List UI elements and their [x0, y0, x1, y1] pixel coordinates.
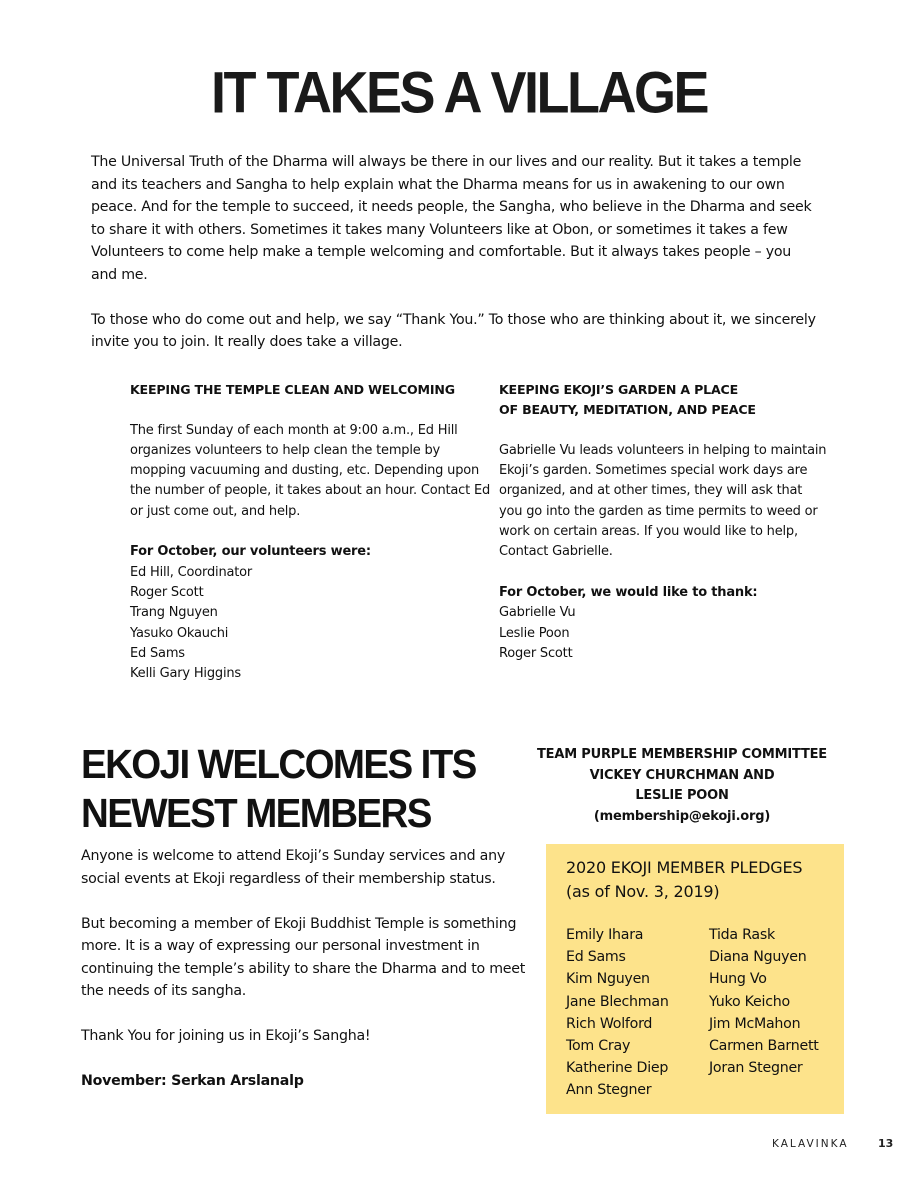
- title-line: (as of Nov. 3, 2019): [566, 882, 720, 901]
- welcome-paragraph: Thank You for joining us in Ekoji’s Sangha!: [81, 1028, 371, 1044]
- list-item: Ed Sams: [566, 949, 626, 966]
- committee-email: (membership@ekoji.org): [593, 808, 771, 824]
- list-item: Ed Hill, Coordinator: [130, 564, 253, 580]
- pledge-columns: [566, 924, 844, 1102]
- list-item: Rich Wolford: [566, 1015, 653, 1032]
- temple-clean-section: [130, 380, 490, 684]
- list-item: Trang Nguyen: [130, 605, 218, 621]
- heading-line: OF BEAUTY, MEDITATION, AND PEACE: [499, 402, 756, 418]
- thanks-list-label: For October, we would like to thank:: [499, 584, 758, 600]
- thanks-list: [499, 603, 829, 664]
- volunteer-list-label: For October, our volunteers were:: [130, 544, 371, 560]
- welcome-title: [81, 740, 521, 839]
- committee-name: TEAM PURPLE MEMBERSHIP COMMITTEE: [537, 747, 827, 762]
- list-item: Joran Stegner: [709, 1060, 803, 1077]
- committee-member: LESLIE POON: [635, 788, 729, 803]
- page-number: 13: [878, 1137, 894, 1150]
- title-line: 2020 EKOJI MEMBER PLEDGES: [566, 858, 803, 877]
- title-line: EKOJI WELCOMES ITS: [81, 742, 476, 788]
- section-heading: [499, 380, 829, 421]
- pledge-list-col1: [566, 924, 709, 1102]
- publication-name: KALAVINKA: [772, 1138, 849, 1150]
- list-item: Jane Blechman: [566, 993, 669, 1010]
- welcome-paragraph: But becoming a member of Ekoji Buddhist Temple is something more. It is a way of expressing our personal investment in continuing the temple’s ability to share the Dharma and to meet the needs of its sangha.: [81, 915, 526, 999]
- list-item: Yuko Keicho: [709, 993, 790, 1010]
- title-line: NEWEST MEMBERS: [81, 791, 431, 837]
- committee-member: VICKEY CHURCHMAN AND: [589, 767, 775, 783]
- list-item: Diana Nguyen: [709, 949, 807, 966]
- list-item: Katherine Diep: [566, 1060, 669, 1077]
- heading-line: KEEPING EKOJI’S GARDEN A PLACE: [499, 382, 738, 397]
- welcome-text: [81, 845, 531, 1115]
- page-title: IT TAKES A VILLAGE: [210, 60, 707, 126]
- list-item: Hung Vo: [709, 971, 767, 988]
- list-item: Carmen Barnett: [709, 1038, 819, 1055]
- list-item: Emily Ihara: [566, 927, 644, 943]
- list-item: Ed Sams: [130, 645, 185, 661]
- pledges-title: [566, 856, 844, 904]
- list-item: Leslie Poon: [499, 625, 570, 641]
- list-item: Kim Nguyen: [566, 971, 650, 988]
- list-item: Ann Stegner: [566, 1082, 652, 1099]
- list-item: Gabrielle Vu: [499, 605, 576, 621]
- list-item: Tom Cray: [566, 1038, 631, 1055]
- list-item: Jim McMahon: [709, 1015, 801, 1032]
- section-body: Gabrielle Vu leads volunteers in helping to maintain Ekoji’s garden. Sometimes special work days are organized, and at other times, they will ask that you go into the garden as time permits to weed or work on certain areas. If you would like to help, Contact Gabrielle.: [499, 442, 827, 560]
- intro-text: [91, 151, 821, 376]
- membership-committee: [522, 745, 842, 827]
- list-item: Tida Rask: [709, 927, 775, 943]
- garden-section: [499, 380, 829, 664]
- new-member: November: Serkan Arslanalp: [81, 1073, 304, 1089]
- section-body: The first Sunday of each month at 9:00 a.m., Ed Hill organizes volunteers to help clean the temple by mopping vacuuming and dusting, etc. Depending upon the number of people, it takes about an hour. Contact Ed or just come out, and help.: [130, 422, 491, 519]
- welcome-paragraph: Anyone is welcome to attend Ekoji’s Sunday services and any social events at Ekoji regardless of their membership status.: [81, 848, 505, 887]
- list-item: Kelli Gary Higgins: [130, 666, 241, 682]
- volunteer-list: [130, 563, 490, 685]
- pledge-list-col2: [709, 924, 819, 1102]
- intro-paragraph: The Universal Truth of the Dharma will always be there in our lives and our reality. But it takes a temple and its teachers and Sangha to help explain what the Dharma means for us in awakening to our own peace. And for the temple to succeed, it needs people, the Sangha, who believe in the Dharma and seek to share it with others. Sometimes it takes many Volunteers like at Obon, or sometimes it takes a few Volunteers to come help make a temple welcoming and comfortable. But it always takes people – you and me.: [91, 154, 812, 283]
- intro-paragraph: To those who do come out and help, we say “Thank You.” To those who are thinking about it, we sincerely invite you to join. It really does take a village.: [91, 311, 816, 350]
- member-pledges-box: [546, 844, 844, 1114]
- section-heading: KEEPING THE TEMPLE CLEAN AND WELCOMING: [130, 382, 455, 397]
- list-item: Yasuko Okauchi: [130, 625, 229, 641]
- list-item: Roger Scott: [499, 645, 573, 661]
- list-item: Roger Scott: [130, 584, 204, 600]
